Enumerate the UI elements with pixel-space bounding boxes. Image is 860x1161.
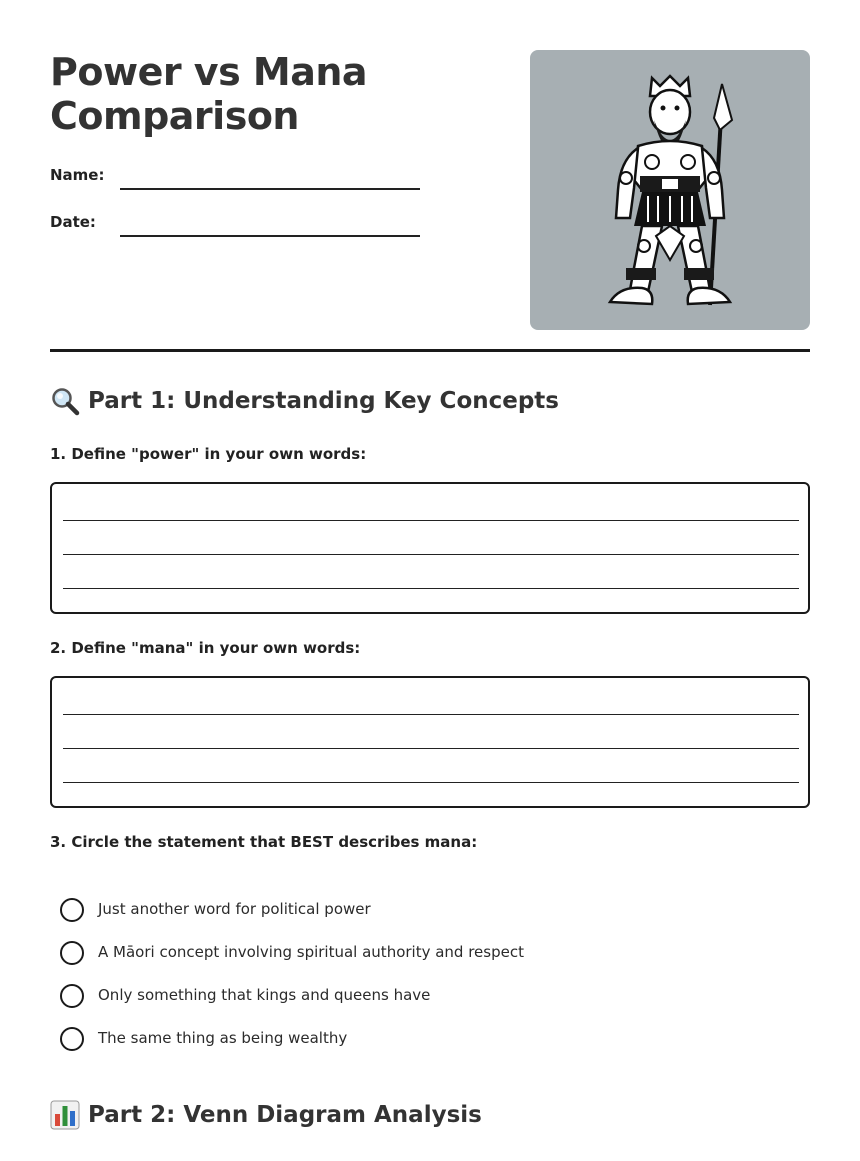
header-divider <box>50 349 810 352</box>
answer-line <box>63 714 799 715</box>
magnifying-glass-icon <box>50 386 80 416</box>
radio-circle[interactable] <box>60 898 84 922</box>
radio-circle[interactable] <box>60 941 84 965</box>
warrior-illustration <box>530 50 810 330</box>
date-field[interactable] <box>50 209 420 239</box>
name-label: Name: <box>50 166 105 184</box>
option-label: A Māori concept involving spiritual authority and respect <box>98 943 524 961</box>
bar-chart-icon <box>50 1100 80 1130</box>
worksheet-title: Power vs Mana Comparison <box>50 50 368 138</box>
answer-line <box>63 782 799 783</box>
name-line[interactable] <box>120 188 420 190</box>
part2-title: Part 2: Venn Diagram Analysis <box>88 1102 482 1128</box>
answer-line <box>63 748 799 749</box>
part2-heading <box>50 1100 482 1130</box>
worksheet-header <box>50 50 810 330</box>
name-field[interactable] <box>50 162 420 192</box>
date-label: Date: <box>50 213 96 231</box>
option-4[interactable] <box>60 1026 760 1052</box>
option-label: The same thing as being wealthy <box>98 1029 348 1047</box>
option-label: Just another word for political power <box>98 900 371 918</box>
answer-box-power[interactable] <box>50 482 810 614</box>
option-3[interactable] <box>60 983 760 1009</box>
answer-line <box>63 588 799 589</box>
radio-circle[interactable] <box>60 984 84 1008</box>
option-1[interactable] <box>60 897 760 923</box>
option-label: Only something that kings and queens have <box>98 986 431 1004</box>
question-2: 2. Define "mana" in your own words: <box>50 639 361 657</box>
part1-title: Part 1: Understanding Key Concepts <box>88 388 559 414</box>
date-line[interactable] <box>120 235 420 237</box>
part1-heading <box>50 386 559 416</box>
answer-line <box>63 520 799 521</box>
answer-box-mana[interactable] <box>50 676 810 808</box>
option-2[interactable] <box>60 940 760 966</box>
answer-line <box>63 554 799 555</box>
question-3: 3. Circle the statement that BEST describes mana: <box>50 833 478 851</box>
warrior-figure-icon <box>530 50 810 330</box>
question-1: 1. Define "power" in your own words: <box>50 445 367 463</box>
radio-circle[interactable] <box>60 1027 84 1051</box>
